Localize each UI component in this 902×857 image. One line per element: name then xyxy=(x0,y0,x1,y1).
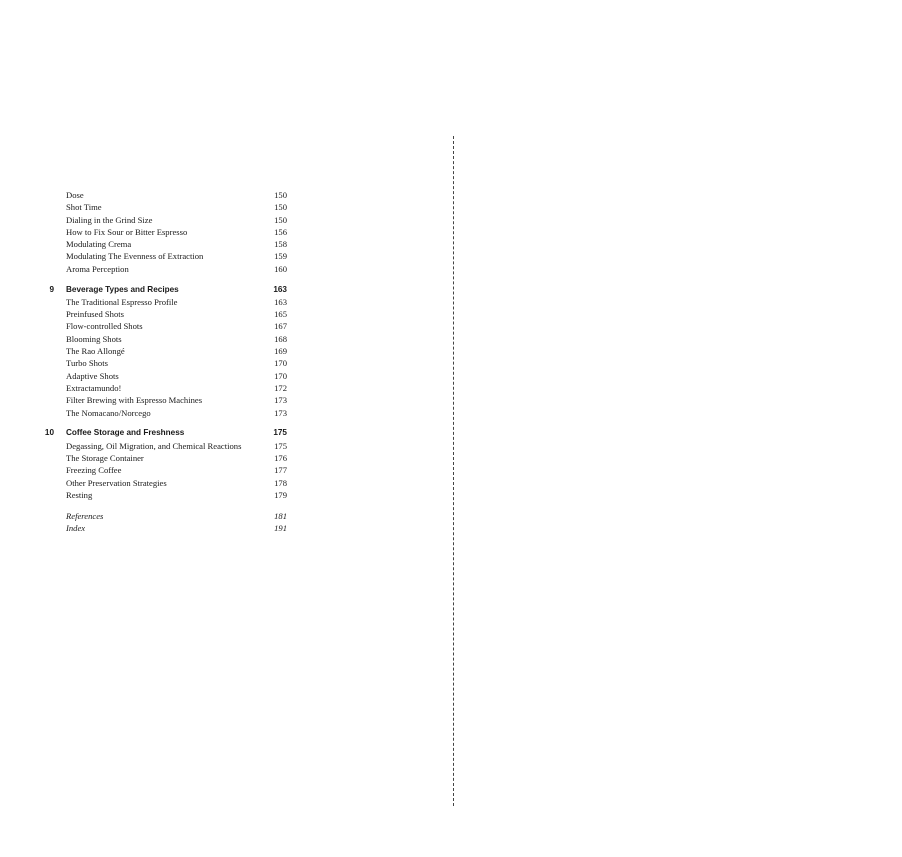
toc-entry-title: Degassing, Oil Migration, and Chemical Reactions xyxy=(66,440,242,451)
toc-entry-page: 160 xyxy=(274,263,287,274)
toc-entry xyxy=(40,477,300,489)
toc-entry-title: The Traditional Espresso Profile xyxy=(66,296,178,307)
table-of-contents xyxy=(40,189,300,535)
toc-entry-title: Dialing in the Grind Size xyxy=(66,214,153,225)
toc-entry xyxy=(40,263,300,275)
toc-entry-title: Extractamundo! xyxy=(66,382,122,393)
back-matter-entry xyxy=(40,522,300,534)
back-matter-section xyxy=(40,510,300,535)
toc-entry-page: 175 xyxy=(274,440,287,451)
chapter-page: 175 xyxy=(273,428,287,438)
toc-entry-title: Dose xyxy=(66,190,84,200)
toc-entry-title: Freezing Coffee xyxy=(66,465,122,476)
toc-entry xyxy=(40,370,300,382)
back-matter-title: Index xyxy=(66,523,86,534)
toc-entry-title: The Rao Allongé xyxy=(66,346,125,357)
toc-entry-page: 150 xyxy=(274,214,287,225)
toc-entry xyxy=(40,357,300,369)
toc-entry xyxy=(40,407,300,419)
toc-entry-page: 170 xyxy=(274,370,287,381)
toc-entry xyxy=(40,382,300,394)
toc-entry-page: 159 xyxy=(274,251,287,262)
toc-entry-title: Flow-controlled Shots xyxy=(66,321,143,332)
page-divider-line xyxy=(453,136,454,806)
toc-entry-title: Modulating The Evenness of Extraction xyxy=(66,251,204,262)
toc-entry-title: Shot Time xyxy=(66,202,102,213)
chapter-page: 163 xyxy=(273,284,287,294)
toc-entry-page: 158 xyxy=(274,239,287,250)
toc-entry-title: The Storage Container xyxy=(66,452,144,463)
toc-entry-title: Adaptive Shots xyxy=(66,370,119,381)
toc-entry-title: Resting xyxy=(66,489,93,500)
toc-entry-page: 150 xyxy=(274,202,287,213)
toc-entry-page: 165 xyxy=(274,309,287,320)
toc-entry-page: 177 xyxy=(274,465,287,476)
toc-entry-page: 167 xyxy=(274,321,287,332)
chapter-section xyxy=(40,284,300,419)
toc-entry xyxy=(40,394,300,406)
toc-entry-page: 169 xyxy=(274,346,287,357)
chapter-title: Beverage Types and Recipes xyxy=(66,284,179,294)
toc-entry-page: 168 xyxy=(274,333,287,344)
toc-entry xyxy=(40,464,300,476)
toc-entry-page: 176 xyxy=(274,452,287,463)
chapter-title: Coffee Storage and Freshness xyxy=(66,428,185,438)
toc-entry xyxy=(40,226,300,238)
toc-entry xyxy=(40,214,300,226)
toc-entry-title: The Nomacano/Norcego xyxy=(66,407,151,418)
back-matter-entry xyxy=(40,510,300,522)
toc-entry-title: Blooming Shots xyxy=(66,333,122,344)
toc-entry-title: Modulating Crema xyxy=(66,239,132,250)
chapter-section xyxy=(40,427,300,501)
chapter-heading xyxy=(40,284,300,296)
chapter-number: 9 xyxy=(49,284,54,294)
toc-entry xyxy=(40,440,300,452)
toc-entry xyxy=(40,189,300,201)
toc-entry-page: 156 xyxy=(274,226,287,237)
toc-entry-page: 150 xyxy=(274,190,287,200)
toc-entry xyxy=(40,308,300,320)
toc-entry-page: 163 xyxy=(274,296,287,307)
toc-entry-title: Aroma Perception xyxy=(66,263,129,274)
chapter-number: 10 xyxy=(44,428,54,438)
toc-entry-page: 179 xyxy=(274,489,287,500)
toc-entry xyxy=(40,452,300,464)
back-matter-page: 181 xyxy=(274,511,287,522)
toc-entry-page: 172 xyxy=(274,382,287,393)
toc-entry xyxy=(40,333,300,345)
intro-section xyxy=(40,189,300,275)
toc-entry xyxy=(40,489,300,501)
toc-entry-page: 170 xyxy=(274,358,287,369)
toc-entry xyxy=(40,238,300,250)
toc-entry xyxy=(40,320,300,332)
toc-entry-title: Turbo Shots xyxy=(66,358,108,369)
back-matter-page: 191 xyxy=(274,523,287,534)
toc-entry-page: 173 xyxy=(274,395,287,406)
toc-entry-title: How to Fix Sour or Bitter Espresso xyxy=(66,226,188,237)
toc-entry xyxy=(40,250,300,262)
toc-entry xyxy=(40,201,300,213)
toc-entry-page: 173 xyxy=(274,407,287,418)
toc-entry xyxy=(40,345,300,357)
chapter-heading xyxy=(40,427,300,439)
toc-entry-title: Preinfused Shots xyxy=(66,309,125,320)
toc-entry xyxy=(40,296,300,308)
toc-entry-title: Filter Brewing with Espresso Machines xyxy=(66,395,203,406)
back-matter-title: References xyxy=(66,511,104,522)
toc-entry-title: Other Preservation Strategies xyxy=(66,477,167,488)
toc-entry-page: 178 xyxy=(274,477,287,488)
